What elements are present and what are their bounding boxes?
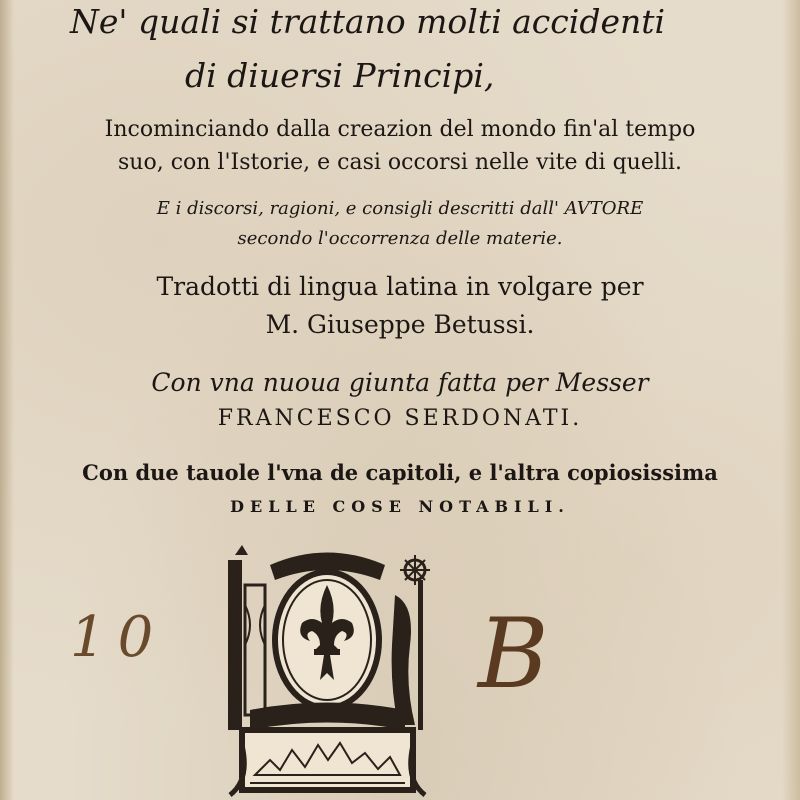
printer-device-icon bbox=[220, 545, 435, 800]
discourse-line-1: E i discorsi, ragioni, e consigli descritti dall' AVTORE bbox=[156, 198, 644, 219]
editor-name: FRANCESCO SERDONATI. bbox=[217, 406, 583, 431]
subtitle-line-1: Incominciando dalla creazion del mondo fin'al tempo bbox=[104, 117, 696, 142]
index-line-caps: DELLE COSE NOTABILI. bbox=[230, 497, 570, 516]
handwritten-letter: B bbox=[478, 598, 549, 710]
index-line: Con due tauole l'vna de capitoli, e l'altra copiosissima bbox=[82, 460, 718, 485]
subtitle-line-2: suo, con l'Istorie, e casi occorsi nelle vite di quelli. bbox=[118, 150, 682, 175]
translator-name: M. Giuseppe Betussi. bbox=[265, 310, 535, 339]
translation-line: Tradotti di lingua latina in volgare per bbox=[156, 272, 644, 301]
handwritten-number: 10 bbox=[70, 605, 166, 670]
addition-line: Con vna nuoua giunta fatta per Messer bbox=[151, 368, 649, 397]
discourse-line-2: secondo l'occorrenza delle materie. bbox=[237, 228, 563, 249]
title-line-2: di diuersi Principi, bbox=[185, 56, 495, 95]
title-line-1: Ne' quali si trattano molti accidenti bbox=[70, 2, 666, 41]
